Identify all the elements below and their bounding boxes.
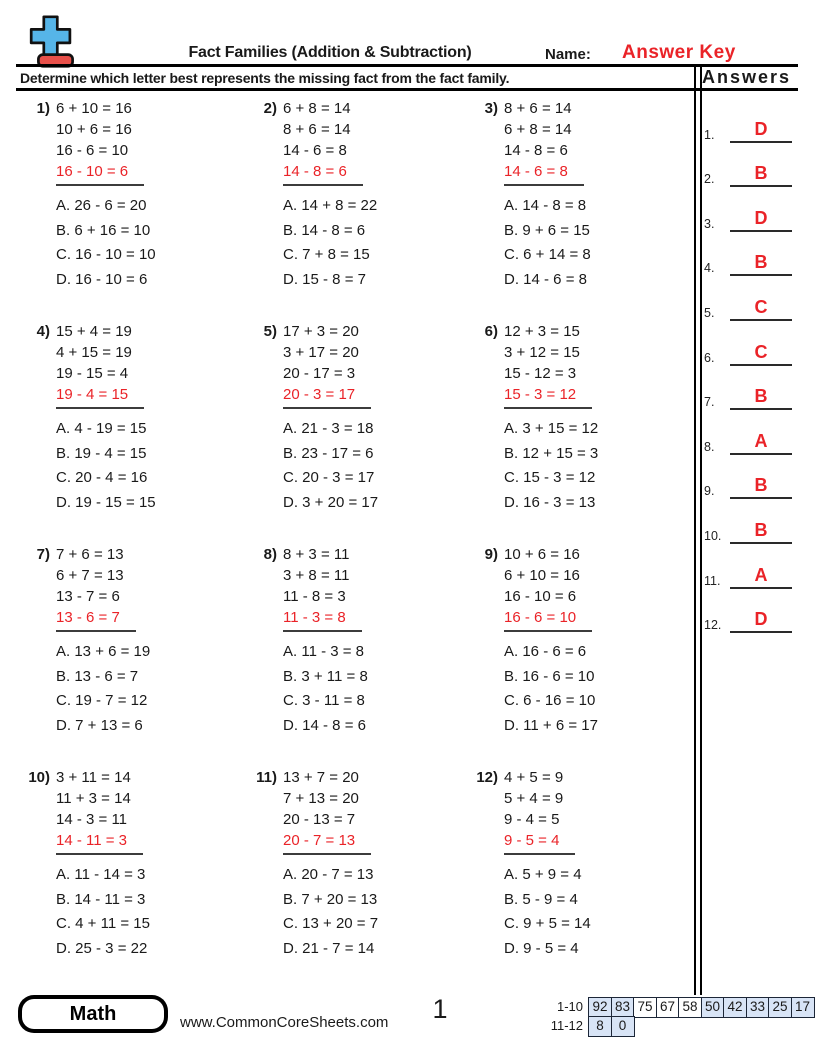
fact-equation: 16 - 10 = 6 (504, 588, 577, 605)
answer-number: 8. (704, 439, 715, 454)
fact-equation: 8 + 6 = 14 (283, 121, 351, 138)
problem-7 (26, 544, 246, 738)
answer-blank-5 (704, 276, 796, 321)
missing-fact-equation: 19 - 4 = 15 (56, 384, 144, 409)
answer-choice: D. 3 + 20 = 17 (283, 493, 379, 511)
score-cell: 50 (701, 997, 725, 1018)
answer-choice: A. 21 - 3 = 18 (283, 420, 374, 437)
missing-fact-equation: 13 - 6 = 7 (56, 607, 136, 632)
answer-choice: C. 3 - 11 = 8 (283, 692, 365, 710)
problem-body (504, 321, 694, 515)
fact-equation: 7 + 13 = 20 (283, 790, 359, 807)
problem-body (56, 767, 246, 961)
answer-choice: C. 16 - 10 = 10 (56, 246, 156, 264)
fact-equation: 4 + 15 = 19 (56, 344, 132, 361)
problem-11 (253, 767, 473, 961)
answer-choice: B. 12 + 15 = 3 (504, 444, 599, 462)
answer-choice: B. 7 + 20 = 13 (283, 890, 378, 908)
problem-6 (474, 321, 694, 515)
fact-equation: 6 + 10 = 16 (504, 567, 580, 584)
problem-9 (474, 544, 694, 738)
answer-number: 11. (704, 573, 721, 588)
answer-letter: C (730, 298, 792, 321)
missing-fact-row (504, 830, 694, 857)
choices (56, 640, 246, 738)
answer-choice: D. 15 - 8 = 7 (283, 270, 366, 288)
problem-body (504, 98, 694, 292)
problem-body (56, 98, 246, 292)
answer-choice: D. 14 - 6 = 8 (504, 270, 587, 288)
problem-body (56, 544, 246, 738)
math-badge-label: Math (22, 999, 164, 1029)
missing-fact-row (283, 607, 473, 634)
answer-choice: C. 13 + 20 = 7 (283, 915, 379, 933)
problem-4 (26, 321, 246, 515)
problem-number: 1) (36, 100, 50, 117)
fact-equation: 4 + 5 = 9 (504, 769, 564, 786)
answer-letter: C (730, 343, 792, 366)
choices (56, 194, 246, 292)
score-cell: 0 (611, 1016, 635, 1037)
problem-number: 3) (484, 100, 498, 117)
choices (283, 194, 473, 292)
fact-equation: 16 - 6 = 10 (56, 142, 129, 159)
plus-minus-logo (24, 14, 78, 70)
answer-choice: D. 19 - 15 = 15 (56, 493, 156, 511)
answer-choice: A. 5 + 9 = 4 (504, 866, 582, 883)
answer-blank-1 (704, 98, 796, 143)
problem-number: 2) (263, 100, 277, 117)
answer-choice: C. 20 - 3 = 17 (283, 469, 375, 487)
problem-12 (474, 767, 694, 961)
instructions-rule (16, 88, 798, 91)
score-cell: 42 (723, 997, 747, 1018)
answer-choice: A. 11 - 3 = 8 (283, 643, 365, 660)
answer-number: 6. (704, 350, 715, 365)
fact-equation: 6 + 8 = 14 (283, 100, 351, 117)
answer-blank-12 (704, 589, 796, 634)
answer-choice: D. 7 + 13 = 6 (56, 716, 143, 734)
answer-choice: D. 11 + 6 = 17 (504, 716, 598, 734)
answer-choice: C. 15 - 3 = 12 (504, 469, 596, 487)
score-range-label: 11-12 (550, 1018, 583, 1033)
score-cell: 75 (633, 997, 657, 1018)
answer-letter: A (730, 432, 792, 455)
fact-equation: 17 + 3 = 20 (283, 323, 359, 340)
fact-equation: 8 + 6 = 14 (504, 100, 572, 117)
answer-choice: C. 20 - 4 = 16 (56, 469, 148, 487)
problem-5 (253, 321, 473, 515)
answer-choice: B. 14 - 8 = 6 (283, 221, 366, 239)
answer-blank-7 (704, 366, 796, 411)
fact-equation: 13 + 7 = 20 (283, 769, 359, 786)
missing-fact-row (504, 607, 694, 634)
fact-equation: 19 - 15 = 4 (56, 365, 129, 382)
fact-equation: 14 - 3 = 11 (56, 811, 128, 828)
choices (283, 417, 473, 515)
score-cell: 25 (768, 997, 792, 1018)
missing-fact-equation: 15 - 3 = 12 (504, 384, 592, 409)
answer-blank-8 (704, 410, 796, 455)
answer-choice: B. 14 - 11 = 3 (56, 890, 146, 908)
missing-fact-equation: 20 - 3 = 17 (283, 384, 371, 409)
answer-blank-2 (704, 143, 796, 188)
missing-fact-row (504, 161, 694, 188)
missing-fact-row (283, 830, 473, 857)
answer-letter: A (730, 566, 792, 589)
missing-fact-row (56, 384, 246, 411)
answer-number: 7. (704, 395, 715, 410)
answer-number: 10. (704, 528, 722, 543)
fact-equation: 5 + 4 = 9 (504, 790, 564, 807)
page-number: 1 (432, 994, 448, 1024)
fact-equation: 20 - 13 = 7 (283, 811, 356, 828)
answer-letter: D (730, 120, 792, 143)
problem-number: 5) (263, 323, 277, 340)
answer-letter: B (730, 387, 792, 410)
score-cell: 33 (746, 997, 770, 1018)
problem-body (504, 767, 694, 961)
missing-fact-equation: 14 - 11 = 3 (56, 830, 143, 855)
score-cell: 92 (588, 997, 612, 1018)
answer-choice: B. 3 + 11 = 8 (283, 667, 368, 685)
answer-choice: B. 5 - 9 = 4 (504, 890, 578, 908)
score-cell: 17 (791, 997, 815, 1018)
problem-10 (26, 767, 246, 961)
problem-number: 8) (263, 546, 277, 563)
score-row (527, 1016, 815, 1037)
missing-fact-row (283, 161, 473, 188)
answer-choice: B. 16 - 6 = 10 (504, 667, 595, 685)
missing-fact-row (56, 607, 246, 634)
answer-letter: B (730, 521, 792, 544)
choices (504, 194, 694, 292)
answer-choice: D. 16 - 10 = 6 (56, 270, 148, 288)
answer-choice: B. 9 + 6 = 15 (504, 221, 590, 239)
choices (56, 417, 246, 515)
answer-choice: C. 6 - 16 = 10 (504, 692, 596, 710)
fact-equation: 6 + 8 = 14 (504, 121, 572, 138)
answer-letter: D (730, 209, 792, 232)
score-row (527, 997, 815, 1018)
answer-choice: C. 9 + 5 = 14 (504, 915, 591, 933)
answer-number: 5. (704, 305, 715, 320)
answer-blank-10 (704, 499, 796, 544)
choices (283, 863, 473, 961)
problem-1 (26, 98, 246, 292)
score-table (527, 997, 815, 1037)
missing-fact-row (56, 830, 246, 857)
missing-fact-equation: 20 - 7 = 13 (283, 830, 371, 855)
fact-equation: 10 + 6 = 16 (56, 121, 132, 138)
fact-equation: 3 + 12 = 15 (504, 344, 580, 361)
missing-fact-equation: 11 - 3 = 8 (283, 607, 362, 632)
problem-number: 11) (256, 769, 277, 786)
fact-equation: 15 + 4 = 19 (56, 323, 132, 340)
answer-choice: A. 14 - 8 = 8 (504, 197, 587, 214)
choices (56, 863, 246, 961)
score-cell: 58 (678, 997, 702, 1018)
answer-number: 9. (704, 484, 715, 499)
fact-equation: 15 - 12 = 3 (504, 365, 577, 382)
answer-choice: B. 13 - 6 = 7 (56, 667, 139, 685)
answer-choice: B. 19 - 4 = 15 (56, 444, 147, 462)
answer-letter: B (730, 253, 792, 276)
answer-key-label: Answer Key (622, 42, 736, 63)
answer-choice: A. 14 + 8 = 22 (283, 197, 378, 214)
problem-number: 7) (36, 546, 50, 563)
answer-blank-3 (704, 187, 796, 232)
missing-fact-equation: 14 - 8 = 6 (283, 161, 363, 186)
answer-choice: A. 4 - 19 = 15 (56, 420, 147, 437)
answer-number: 1. (704, 127, 715, 142)
missing-fact-row (56, 161, 246, 188)
fact-equation: 14 - 6 = 8 (283, 142, 347, 159)
answer-blank-9 (704, 455, 796, 500)
score-range-label: 1-10 (556, 999, 583, 1014)
answer-choice: A. 16 - 6 = 6 (504, 643, 587, 660)
answer-choice: D. 25 - 3 = 22 (56, 939, 148, 957)
missing-fact-equation: 16 - 10 = 6 (56, 161, 144, 186)
fact-equation: 10 + 6 = 16 (504, 546, 580, 563)
fact-equation: 11 + 3 = 14 (56, 790, 131, 807)
problem-body (56, 321, 246, 515)
answers-divider (694, 64, 702, 995)
answer-choice: D. 16 - 3 = 13 (504, 493, 596, 511)
score-cell: 83 (611, 997, 635, 1018)
answer-letter: B (730, 476, 792, 499)
answer-choice: C. 7 + 8 = 15 (283, 246, 370, 264)
answer-blank-6 (704, 321, 796, 366)
answer-blank-4 (704, 232, 796, 277)
missing-fact-equation: 14 - 6 = 8 (504, 161, 584, 186)
answer-number: 4. (704, 261, 715, 276)
instructions-text: Determine which letter best represents the missing fact from the fact family. (20, 70, 510, 86)
problem-number: 10) (28, 769, 50, 786)
answer-choice: D. 9 - 5 = 4 (504, 939, 579, 957)
score-cell: 8 (588, 1016, 612, 1037)
choices (504, 417, 694, 515)
problem-number: 4) (36, 323, 50, 340)
missing-fact-row (504, 384, 694, 411)
answer-letter: D (730, 610, 792, 633)
fact-equation: 9 - 4 = 5 (504, 811, 560, 828)
fact-equation: 3 + 17 = 20 (283, 344, 359, 361)
answer-choice: A. 11 - 14 = 3 (56, 866, 146, 883)
problem-8 (253, 544, 473, 738)
answer-choice: D. 21 - 7 = 14 (283, 939, 375, 957)
fact-equation: 14 - 8 = 6 (504, 142, 568, 159)
answer-choice: C. 6 + 14 = 8 (504, 246, 591, 264)
problem-number: 12) (476, 769, 498, 786)
answer-choice: C. 4 + 11 = 15 (56, 915, 150, 933)
fact-equation: 8 + 3 = 11 (283, 546, 350, 563)
website-url: www.CommonCoreSheets.com (180, 1014, 389, 1031)
fact-equation: 12 + 3 = 15 (504, 323, 580, 340)
problem-body (283, 767, 473, 961)
answer-choice: A. 3 + 15 = 12 (504, 420, 599, 437)
fact-equation: 3 + 8 = 11 (283, 567, 350, 584)
answer-choice: C. 19 - 7 = 12 (56, 692, 148, 710)
answer-choice: A. 26 - 6 = 20 (56, 197, 147, 214)
answer-number: 3. (704, 216, 715, 231)
answer-number: 2. (704, 172, 715, 187)
answer-choice: B. 23 - 17 = 6 (283, 444, 374, 462)
answer-blank-11 (704, 544, 796, 589)
fact-equation: 13 - 7 = 6 (56, 588, 120, 605)
problem-body (283, 98, 473, 292)
answer-letter: B (730, 164, 792, 187)
problem-3 (474, 98, 694, 292)
problem-number: 6) (484, 323, 498, 340)
fact-equation: 7 + 6 = 13 (56, 546, 124, 563)
problem-number: 9) (484, 546, 498, 563)
math-badge (18, 995, 168, 1033)
missing-fact-equation: 16 - 6 = 10 (504, 607, 592, 632)
answer-choice: A. 20 - 7 = 13 (283, 866, 374, 883)
answer-number: 12. (704, 618, 722, 633)
score-cell: 67 (656, 997, 680, 1018)
page-title: Fact Families (Addition & Subtraction) (188, 44, 472, 61)
name-label: Name: (545, 46, 591, 63)
answer-choice: D. 14 - 8 = 6 (283, 716, 366, 734)
fact-equation: 6 + 10 = 16 (56, 100, 132, 117)
missing-fact-equation: 9 - 5 = 4 (504, 830, 575, 855)
choices (283, 640, 473, 738)
fact-equation: 6 + 7 = 13 (56, 567, 124, 584)
problem-body (504, 544, 694, 738)
choices (504, 640, 694, 738)
missing-fact-row (283, 384, 473, 411)
fact-equation: 3 + 11 = 14 (56, 769, 131, 786)
fact-equation: 11 - 8 = 3 (283, 588, 346, 605)
header-rule (16, 64, 798, 67)
answers-list (704, 98, 796, 633)
choices (504, 863, 694, 961)
problem-body (283, 321, 473, 515)
problem-body (283, 544, 473, 738)
answers-title: Answers (702, 67, 792, 87)
fact-equation: 20 - 17 = 3 (283, 365, 356, 382)
answer-choice: A. 13 + 6 = 19 (56, 643, 151, 660)
problem-2 (253, 98, 473, 292)
answer-choice: B. 6 + 16 = 10 (56, 221, 151, 239)
